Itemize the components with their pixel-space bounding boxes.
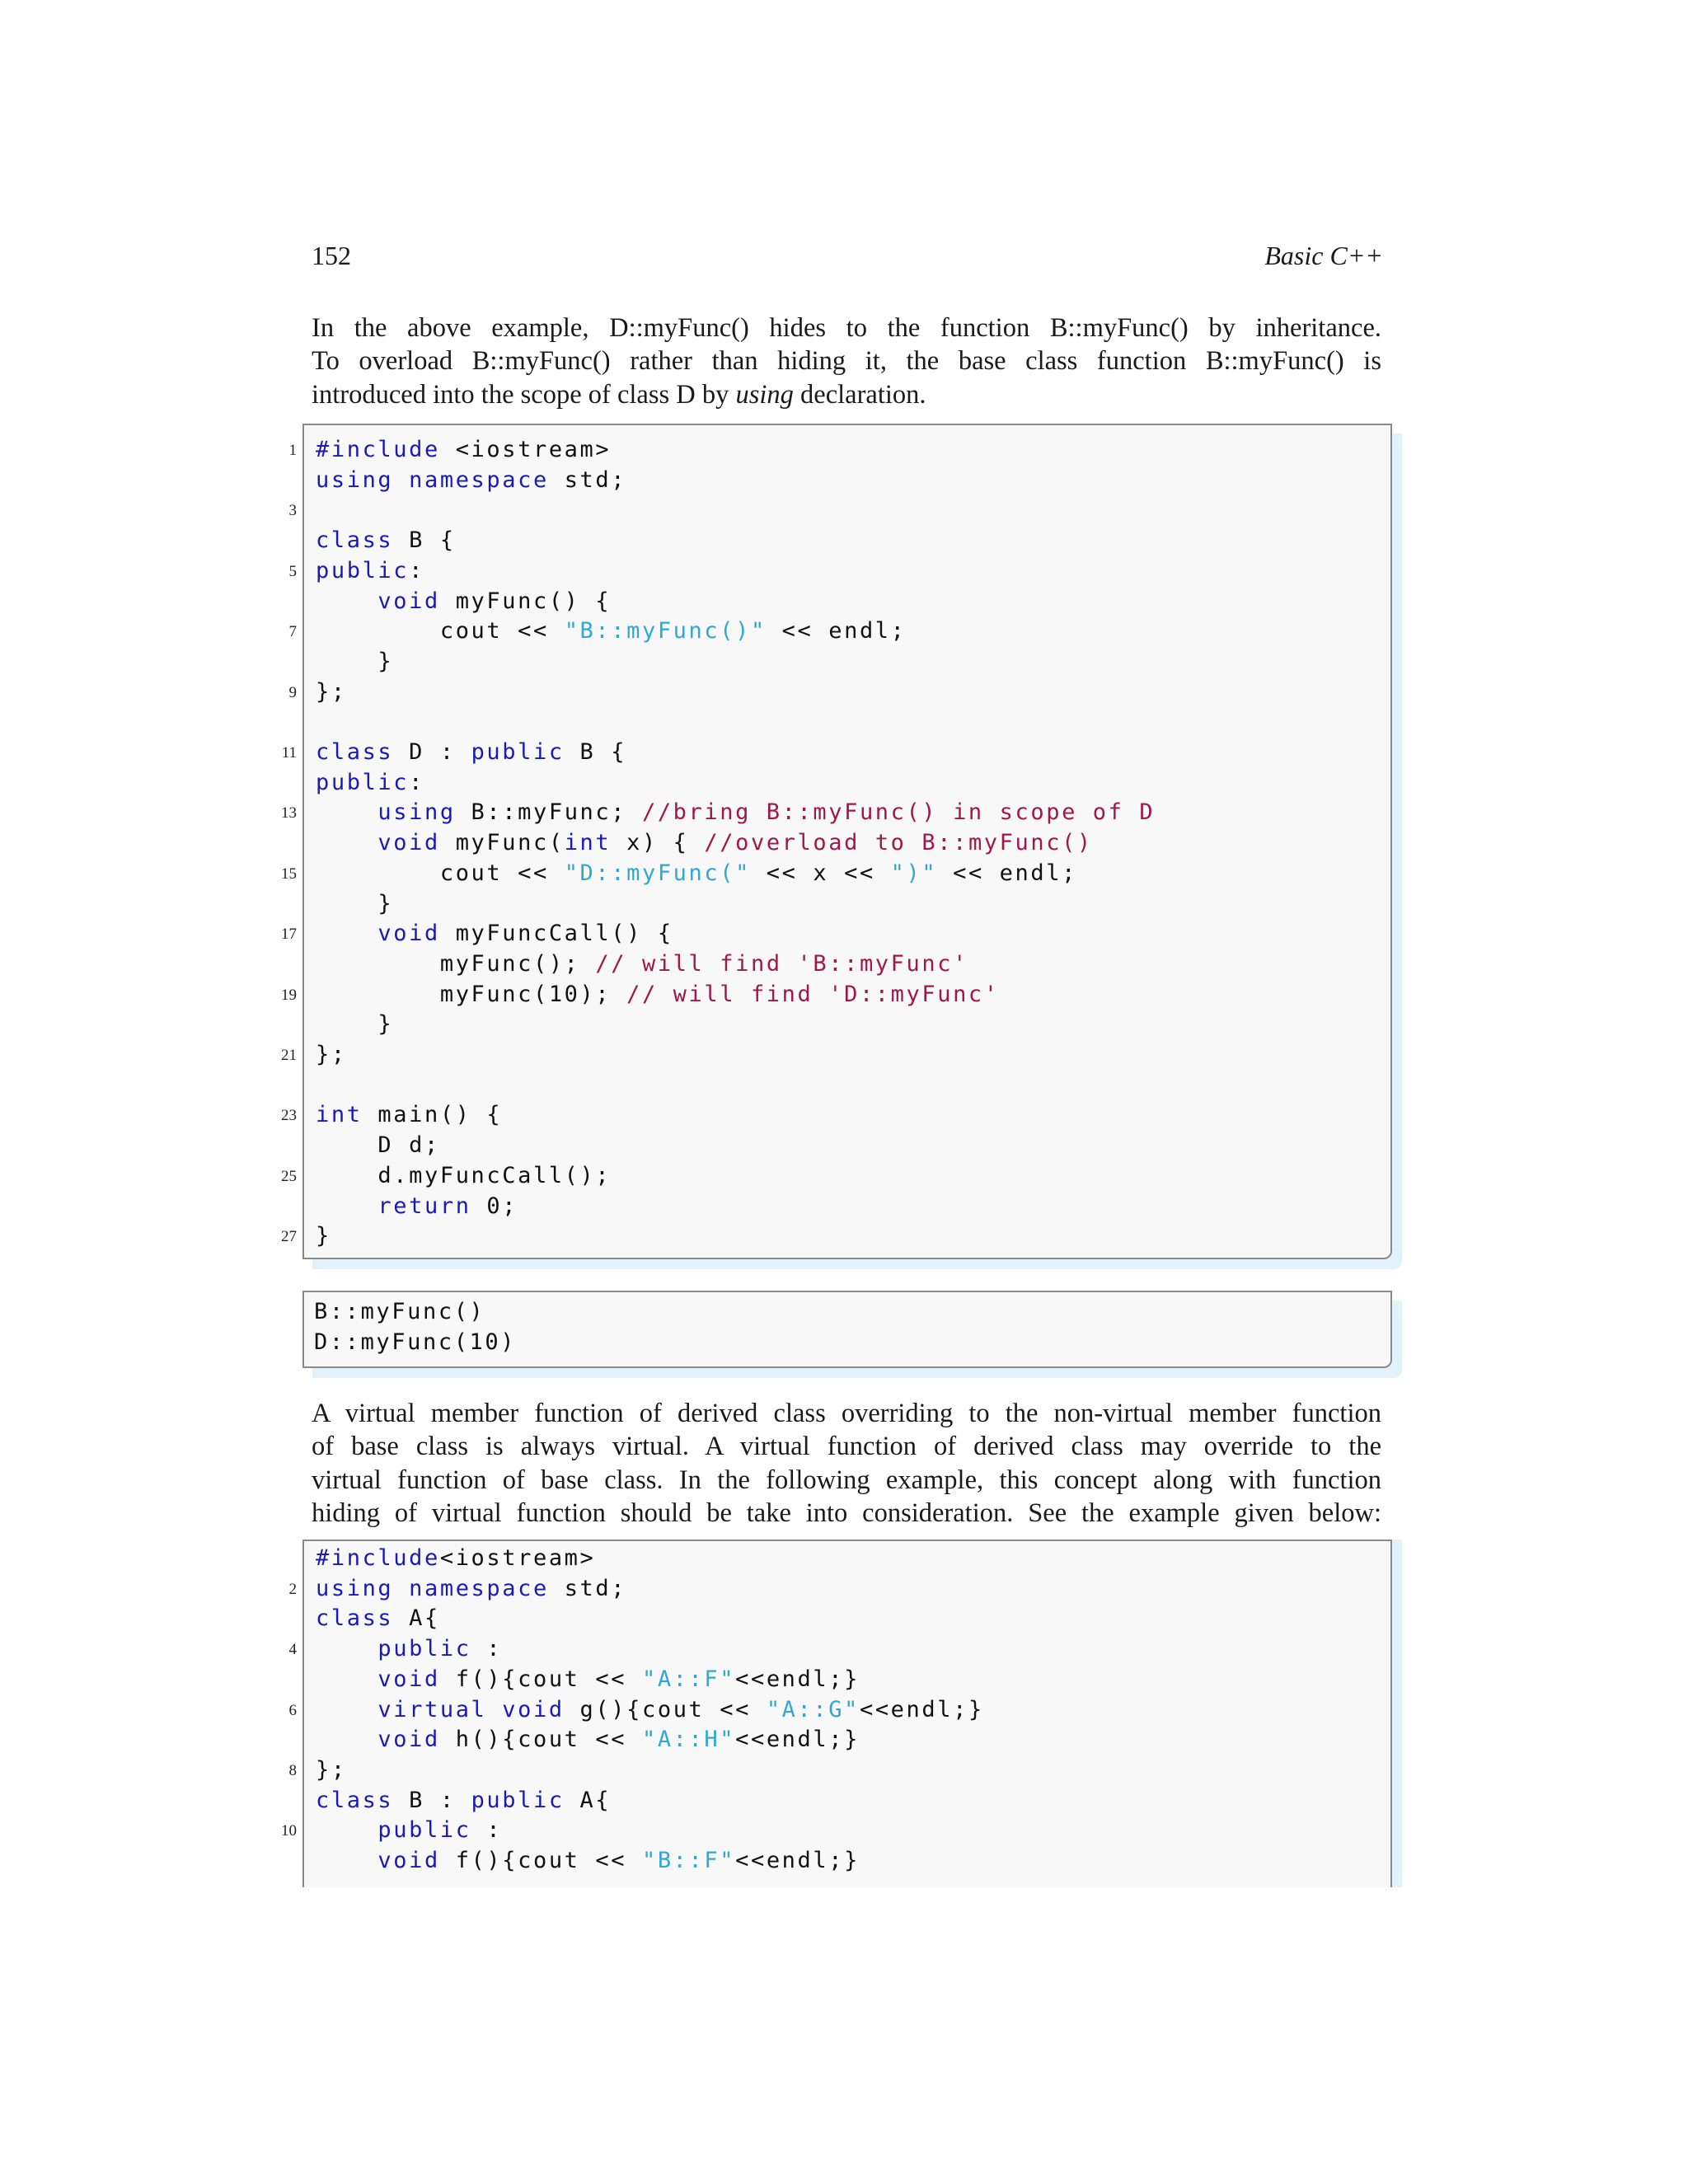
code-line bbox=[316, 616, 907, 646]
code-line bbox=[316, 647, 393, 677]
code-keyword: void bbox=[377, 1848, 440, 1873]
code-text bbox=[316, 588, 377, 614]
code-text: myFunc(10); bbox=[316, 981, 627, 1007]
code-line bbox=[316, 828, 1093, 858]
code-text: << x << bbox=[750, 860, 891, 886]
line-number: 13 bbox=[281, 804, 297, 823]
code-keyword: void bbox=[377, 830, 440, 856]
paragraph-line: hiding of virtual function should be take into consideration. See the example given below: bbox=[312, 1497, 1381, 1528]
code-line bbox=[316, 556, 424, 586]
line-number: 11 bbox=[281, 744, 297, 762]
code-text: myFuncCall() { bbox=[439, 921, 673, 947]
line-number: 19 bbox=[281, 986, 297, 1004]
code-line bbox=[316, 1634, 502, 1664]
code-text: 0; bbox=[471, 1193, 518, 1219]
code-line bbox=[316, 587, 611, 616]
page-header bbox=[312, 237, 1383, 274]
output-line: B::myFunc() bbox=[314, 1299, 485, 1324]
code-line bbox=[316, 435, 611, 465]
page-number: 152 bbox=[312, 240, 351, 270]
code-line bbox=[316, 1846, 860, 1876]
code-line bbox=[316, 798, 1155, 827]
output-line: D::myFunc(10) bbox=[314, 1329, 517, 1355]
code-keyword: class bbox=[316, 527, 394, 554]
code-text: A{ bbox=[564, 1787, 612, 1813]
code-listing-1 bbox=[302, 424, 1392, 1259]
line-number: 3 bbox=[288, 502, 297, 520]
code-keyword: class bbox=[316, 1605, 394, 1632]
code-text: B::myFunc; bbox=[455, 799, 642, 826]
code-string: ")" bbox=[890, 860, 938, 886]
code-text: << endl; bbox=[766, 618, 907, 644]
code-string: "D::myFunc(" bbox=[564, 860, 751, 886]
code-text: <iostream> bbox=[439, 1545, 596, 1571]
code-line bbox=[316, 1755, 347, 1785]
code-text bbox=[316, 1848, 377, 1873]
code-keyword: void bbox=[377, 1727, 440, 1753]
paragraph-line bbox=[312, 378, 1381, 411]
code-text: } bbox=[316, 1011, 394, 1038]
code-line bbox=[316, 1816, 502, 1845]
paragraph-line: virtual function of base class. In the following example, this concept along with function bbox=[312, 1465, 1381, 1495]
code-line bbox=[316, 1544, 595, 1573]
code-line bbox=[316, 1100, 502, 1130]
code-line bbox=[316, 768, 424, 798]
code-line bbox=[316, 1604, 440, 1633]
code-keyword: namespace bbox=[409, 1575, 549, 1601]
code-string: "A::G" bbox=[766, 1696, 860, 1722]
code-line bbox=[316, 1010, 393, 1039]
code-keyword: class bbox=[316, 739, 394, 765]
text-run: introduced into the scope of class D by bbox=[312, 379, 736, 410]
paragraph-1 bbox=[312, 312, 1381, 411]
code-comment: // will find 'B::myFunc' bbox=[595, 950, 968, 977]
code-text bbox=[316, 1817, 377, 1843]
line-number: 4 bbox=[288, 1641, 297, 1659]
code-text: h(){cout << bbox=[439, 1727, 642, 1753]
text-run: declaration. bbox=[793, 379, 926, 410]
code-text: D : bbox=[393, 739, 471, 765]
code-keyword: public bbox=[377, 1817, 471, 1844]
code-text: } bbox=[316, 648, 394, 674]
code-line bbox=[316, 1161, 611, 1191]
code-keyword: virtual bbox=[377, 1696, 487, 1722]
code-keyword: int bbox=[316, 1102, 363, 1128]
code-keyword: public bbox=[377, 1636, 471, 1662]
code-text: main() { bbox=[362, 1102, 503, 1128]
code-line bbox=[316, 1725, 860, 1755]
code-listing-2 bbox=[302, 1540, 1392, 1887]
code-text: }; bbox=[316, 678, 347, 705]
code-comment: //overload to B::myFunc() bbox=[704, 830, 1093, 856]
line-number: 21 bbox=[281, 1047, 297, 1064]
code-keyword: using bbox=[377, 799, 456, 826]
code-text: : bbox=[409, 557, 424, 583]
code-text: f(){cout << bbox=[439, 1848, 642, 1873]
code-string: "B::F" bbox=[641, 1848, 736, 1873]
code-line bbox=[316, 738, 626, 767]
running-title: Basic C++ bbox=[1264, 240, 1383, 270]
code-text: <<endl;} bbox=[735, 1727, 860, 1753]
code-text: myFunc( bbox=[439, 830, 565, 856]
code-keyword: int bbox=[564, 830, 612, 856]
code-line bbox=[316, 1040, 347, 1070]
code-comment: // will find 'D::myFunc' bbox=[626, 981, 1000, 1007]
line-number: 2 bbox=[288, 1580, 297, 1598]
code-line bbox=[316, 526, 456, 555]
code-text: d.myFuncCall(); bbox=[316, 1162, 612, 1188]
code-line bbox=[316, 1221, 331, 1251]
code-text: cout << bbox=[316, 860, 565, 886]
line-number: 9 bbox=[288, 683, 297, 701]
code-text bbox=[316, 830, 377, 855]
code-keyword: void bbox=[502, 1696, 565, 1722]
line-number: 1 bbox=[288, 442, 297, 459]
code-text: <<endl;} bbox=[859, 1696, 984, 1722]
code-keyword: using bbox=[316, 1575, 394, 1601]
code-text: <iostream> bbox=[439, 437, 612, 462]
line-number: 25 bbox=[281, 1167, 297, 1185]
code-keyword: return bbox=[377, 1193, 471, 1219]
code-keyword: public bbox=[316, 769, 410, 795]
line-number: 5 bbox=[288, 562, 297, 580]
code-comment: //bring B::myFunc() in scope of D bbox=[641, 799, 1156, 826]
paragraph-line: To overload B::myFunc() rather than hiding it, the base class function B::myFunc() is bbox=[312, 346, 1381, 377]
code-text: } bbox=[316, 890, 394, 916]
code-text: }; bbox=[316, 1042, 347, 1067]
code-line bbox=[316, 1192, 518, 1221]
paragraph-line: A virtual member function of derived class overriding to the non-virtual member function bbox=[312, 1399, 1381, 1428]
code-text: D d; bbox=[316, 1132, 440, 1159]
code-text bbox=[393, 1576, 409, 1601]
code-text bbox=[316, 1666, 377, 1692]
code-text bbox=[316, 1697, 377, 1722]
code-line bbox=[316, 1574, 626, 1604]
code-line bbox=[316, 919, 673, 949]
code-keyword: void bbox=[377, 1666, 440, 1692]
line-number: 17 bbox=[281, 926, 297, 944]
code-text bbox=[316, 1727, 377, 1752]
code-keyword: namespace bbox=[409, 466, 549, 493]
code-text: }; bbox=[316, 1756, 347, 1783]
code-keyword: #include bbox=[316, 1545, 440, 1571]
code-line bbox=[316, 980, 1000, 1010]
code-text: f(){cout << bbox=[439, 1666, 642, 1692]
code-string: "A::F" bbox=[641, 1666, 736, 1692]
code-line bbox=[316, 889, 393, 919]
code-text bbox=[316, 1193, 377, 1219]
code-keyword: #include bbox=[316, 437, 440, 462]
code-text: std; bbox=[548, 466, 627, 493]
line-number: 7 bbox=[288, 623, 297, 641]
code-line bbox=[316, 1665, 860, 1694]
line-number: 27 bbox=[281, 1228, 297, 1246]
program-output-1 bbox=[302, 1291, 1392, 1368]
code-text: myFunc() { bbox=[439, 588, 612, 614]
code-text: g(){cout << bbox=[564, 1696, 767, 1722]
line-number: 10 bbox=[281, 1822, 297, 1840]
code-text: } bbox=[316, 1223, 331, 1249]
line-number: 23 bbox=[281, 1107, 297, 1125]
code-line bbox=[316, 949, 968, 979]
code-line bbox=[316, 859, 1077, 888]
code-line bbox=[316, 1695, 984, 1725]
code-text: <<endl;} bbox=[735, 1666, 860, 1692]
paragraph-line: In the above example, D::myFunc() hides to the function B::myFunc() by inheritance. bbox=[312, 313, 1381, 343]
code-string: "B::myFunc()" bbox=[564, 618, 767, 644]
code-keyword: class bbox=[316, 1787, 394, 1813]
code-text: B : bbox=[393, 1787, 471, 1813]
code-line bbox=[316, 466, 626, 495]
code-text bbox=[316, 799, 377, 825]
code-text: std; bbox=[548, 1575, 627, 1601]
code-text: : bbox=[409, 769, 424, 795]
code-string: "A::H" bbox=[641, 1727, 736, 1753]
line-number: 8 bbox=[288, 1761, 297, 1779]
code-keyword: public bbox=[471, 739, 565, 765]
code-text: A{ bbox=[393, 1605, 440, 1632]
paragraph-line: of base class is always virtual. A virtual function of derived class may override to the bbox=[312, 1432, 1381, 1462]
code-keyword: void bbox=[377, 588, 440, 614]
code-text: <<endl;} bbox=[735, 1848, 860, 1873]
code-text: : bbox=[471, 1636, 503, 1662]
paragraph-2 bbox=[312, 1397, 1381, 1530]
code-keyword: public bbox=[471, 1787, 565, 1813]
code-text bbox=[393, 467, 409, 493]
code-text: myFunc(); bbox=[316, 950, 596, 977]
code-keyword: void bbox=[377, 921, 440, 947]
code-text bbox=[316, 921, 377, 946]
code-text: cout << bbox=[316, 618, 565, 644]
code-keyword: public bbox=[316, 557, 410, 583]
italic-term: using bbox=[735, 379, 794, 410]
code-text bbox=[316, 1636, 377, 1661]
code-line bbox=[316, 677, 347, 707]
code-text bbox=[486, 1697, 502, 1722]
code-text: B { bbox=[564, 739, 627, 765]
code-keyword: using bbox=[316, 466, 394, 493]
code-line bbox=[316, 1786, 611, 1816]
line-number: 6 bbox=[288, 1701, 297, 1719]
code-line bbox=[316, 1131, 440, 1160]
code-text: << endl; bbox=[937, 860, 1077, 886]
code-text: : bbox=[471, 1817, 503, 1844]
line-number: 15 bbox=[281, 865, 297, 883]
code-text: x) { bbox=[611, 830, 705, 856]
code-text: B { bbox=[393, 527, 456, 554]
